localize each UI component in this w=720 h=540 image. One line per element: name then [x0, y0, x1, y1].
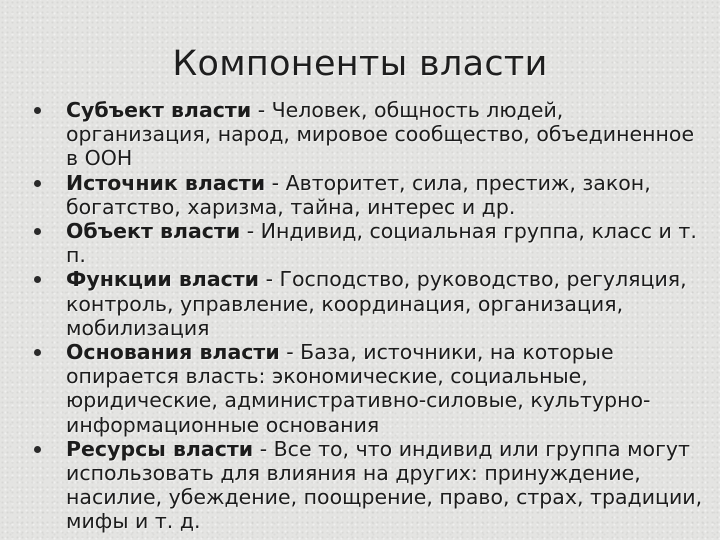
- bullet-item-functions: [20, 267, 708, 340]
- bullet-dot-icon: [34, 228, 41, 235]
- bullet-list: [20, 98, 708, 534]
- bullet-term: Функции власти: [66, 267, 260, 292]
- bullet-separator: -: [279, 340, 301, 365]
- bullet-separator: -: [265, 170, 286, 195]
- bullet-dot-icon: [34, 349, 41, 356]
- slide-title: Компоненты власти: [172, 44, 548, 84]
- bullet-term: Объект власти: [66, 219, 241, 244]
- bullet-separator: -: [240, 219, 261, 244]
- bullet-separator: -: [259, 267, 280, 292]
- bullet-text: Господство, руководство, регуляция, контроль, управление, координация, организация, мобилизация: [66, 267, 687, 340]
- bullet-dot-icon: [34, 446, 41, 453]
- bullet-text: Индивид, социальная группа, класс и т. п.: [66, 219, 697, 268]
- bullet-item-subject: [20, 98, 708, 171]
- bullet-term: Источник власти: [66, 170, 266, 195]
- bullet-term: Основания власти: [66, 340, 280, 365]
- bullet-dot-icon: [34, 107, 41, 114]
- bullet-text: Человек, общность людей, организация, народ, мировое сообщество, объединенное в ООН: [66, 98, 695, 171]
- bullet-term: Субъект власти: [66, 98, 252, 122]
- bullet-text: Авторитет, сила, престиж, закон, богатство, харизма, тайна, интерес и др.: [66, 170, 651, 219]
- bullet-separator: -: [251, 98, 272, 122]
- bullet-dot-icon: [34, 180, 41, 187]
- bullet-item-foundations: [20, 340, 708, 437]
- bullet-item-source: [20, 171, 708, 219]
- bullet-separator: -: [253, 436, 274, 461]
- bullet-item-object: [20, 219, 708, 267]
- bullet-dot-icon: [34, 276, 41, 283]
- bullet-term: Ресурсы власти: [66, 436, 254, 461]
- bullet-text: Все то, что индивид или группа могут использовать для влияния на других: принуждение, насилие, убеждение, поощрение, право, страх, традиции, мифы и т. д.: [66, 436, 703, 534]
- bullet-text: База, источники, на которые опирается власть: экономические, социальные, юридические, административно-силовые, культурно-информационные основания: [66, 340, 651, 437]
- bullet-item-resources: [20, 437, 708, 534]
